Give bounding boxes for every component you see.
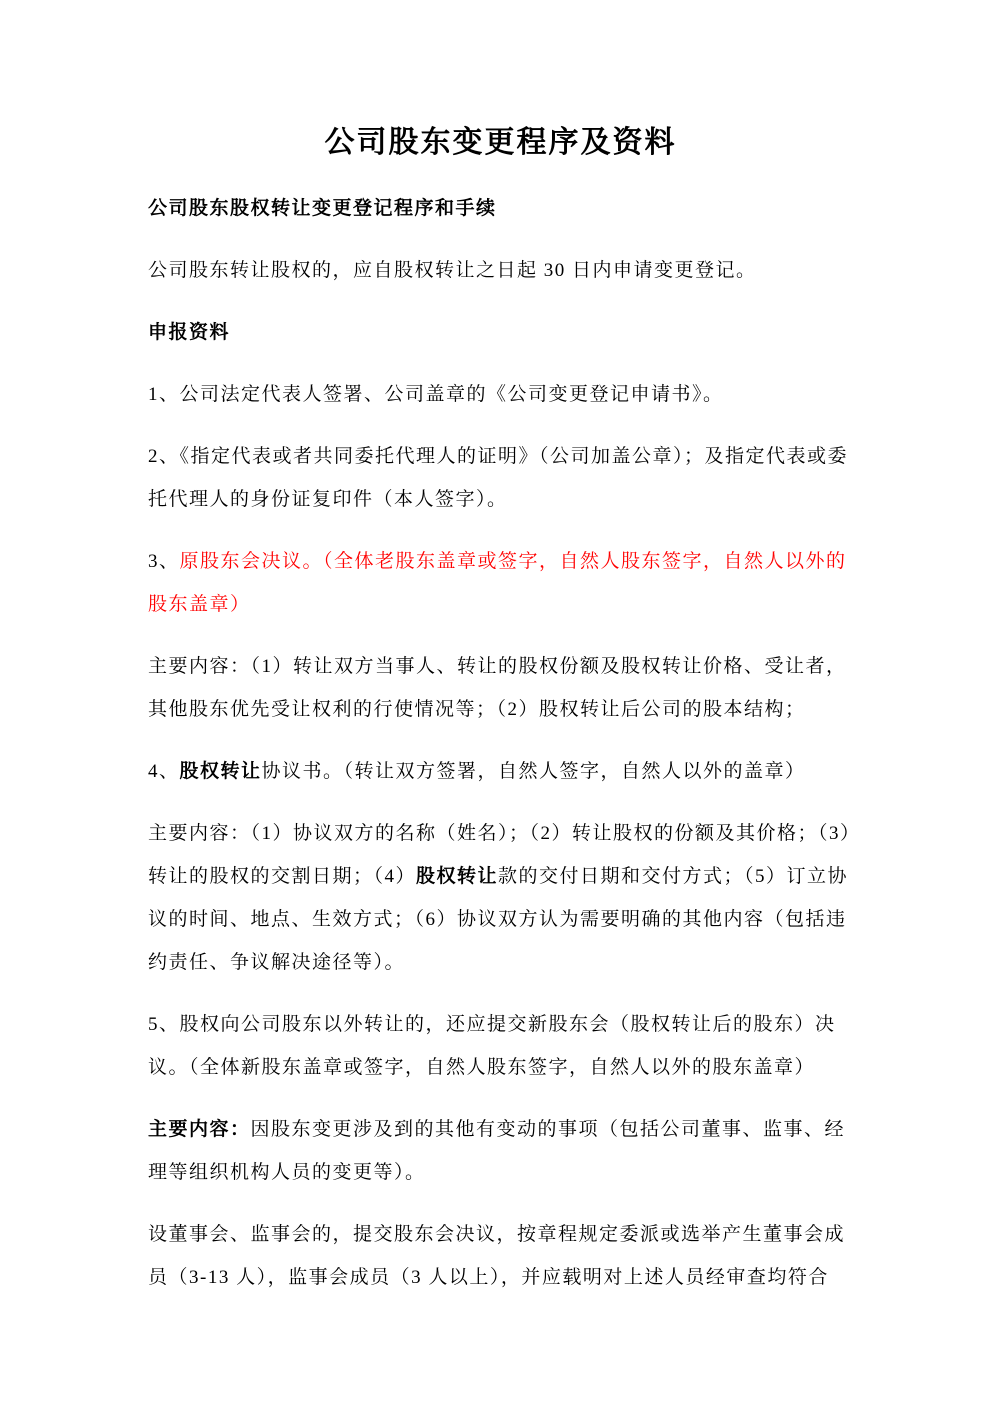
intro-paragraph-segment: 公司股东转让股权的，应自股权转让之日起 30 日内申请变更登记。 bbox=[148, 260, 757, 281]
item-4-segment: 4、 bbox=[148, 761, 180, 782]
item-3-main-content bbox=[148, 645, 853, 731]
document-title: 公司股东变更程序及资料 bbox=[324, 126, 677, 159]
item-2-segment: 2、《指定代表或者共同委托代理人的证明》（公司加盖公章）；及指定代表或委托代理人的身份证复印件（本人签字）。 bbox=[148, 446, 849, 510]
item-4-main-content bbox=[148, 812, 853, 984]
section-heading-declaration-materials-segment: 申报资料 bbox=[148, 322, 231, 343]
section-heading-declaration-materials bbox=[148, 311, 853, 354]
item-3-main-content-segment: 主要内容：（1）转让双方当事人、转让的股权份额及股权转让价格、受让者，其他股东优先受让权利的行使情况等；（2）股权转让后公司的股本结构； bbox=[148, 656, 847, 720]
closing-paragraph-segment: 设董事会、监事会的，提交股东会决议，按章程规定委派或选举产生董事会成员（3-13 人），监事会成员（3 人以上），并应载明对上述人员经审查均符合 bbox=[148, 1224, 846, 1288]
item-3-segment: 原股东会决议。（全体老股东盖章或签字，自然人股东签字，自然人以外的股东盖章） bbox=[148, 551, 847, 615]
item-4-segment: 协议书。（转让双方签署，自然人签字，自然人以外的盖章） bbox=[261, 761, 806, 782]
item-3-segment: 3、 bbox=[148, 551, 180, 572]
item-1-segment: 1、公司法定代表人签署、公司盖章的《公司变更登记申请书》。 bbox=[148, 384, 724, 405]
intro-paragraph bbox=[148, 249, 853, 292]
item-4-main-content-segment: 股权转让 bbox=[416, 866, 499, 887]
item-5-segment: 5、股权向公司股东以外转让的，还应提交新股东会（股权转让后的股东）决议。（全体新股东盖章或签字，自然人股东签字，自然人以外的股东盖章） bbox=[148, 1014, 836, 1078]
item-4-segment: 股权转让 bbox=[179, 761, 262, 782]
item-5-main-content-segment: 主要内容： bbox=[148, 1119, 251, 1140]
item-4-main-content-segment: 主要内容：（1）协议双方的名称（姓名）；（2）转让股权的份额及其价格；（3）转让的股权的交割日期；（4） bbox=[148, 823, 852, 887]
document-body bbox=[148, 187, 853, 1299]
item-2 bbox=[148, 435, 853, 521]
item-4 bbox=[148, 750, 853, 793]
item-5 bbox=[148, 1003, 853, 1089]
item-3 bbox=[148, 540, 853, 626]
doc-subtitle bbox=[148, 187, 853, 230]
item-1 bbox=[148, 373, 853, 416]
item-5-main-content-segment: 因股东变更涉及到的其他有变动的事项（包括公司董事、监事、经理等组织机构人员的变更等）。 bbox=[148, 1119, 846, 1183]
item-4-main-content-segment: 款的交付日期和交付方式；（5）订立协议的时间、地点、生效方式；（6）协议双方认为需要明确的其他内容（包括违约责任、争议解决途径等）。 bbox=[148, 866, 849, 973]
doc-subtitle-segment: 公司股东股权转让变更登记程序和手续 bbox=[148, 198, 497, 219]
item-5-main-content bbox=[148, 1108, 853, 1194]
closing-paragraph bbox=[148, 1213, 853, 1299]
